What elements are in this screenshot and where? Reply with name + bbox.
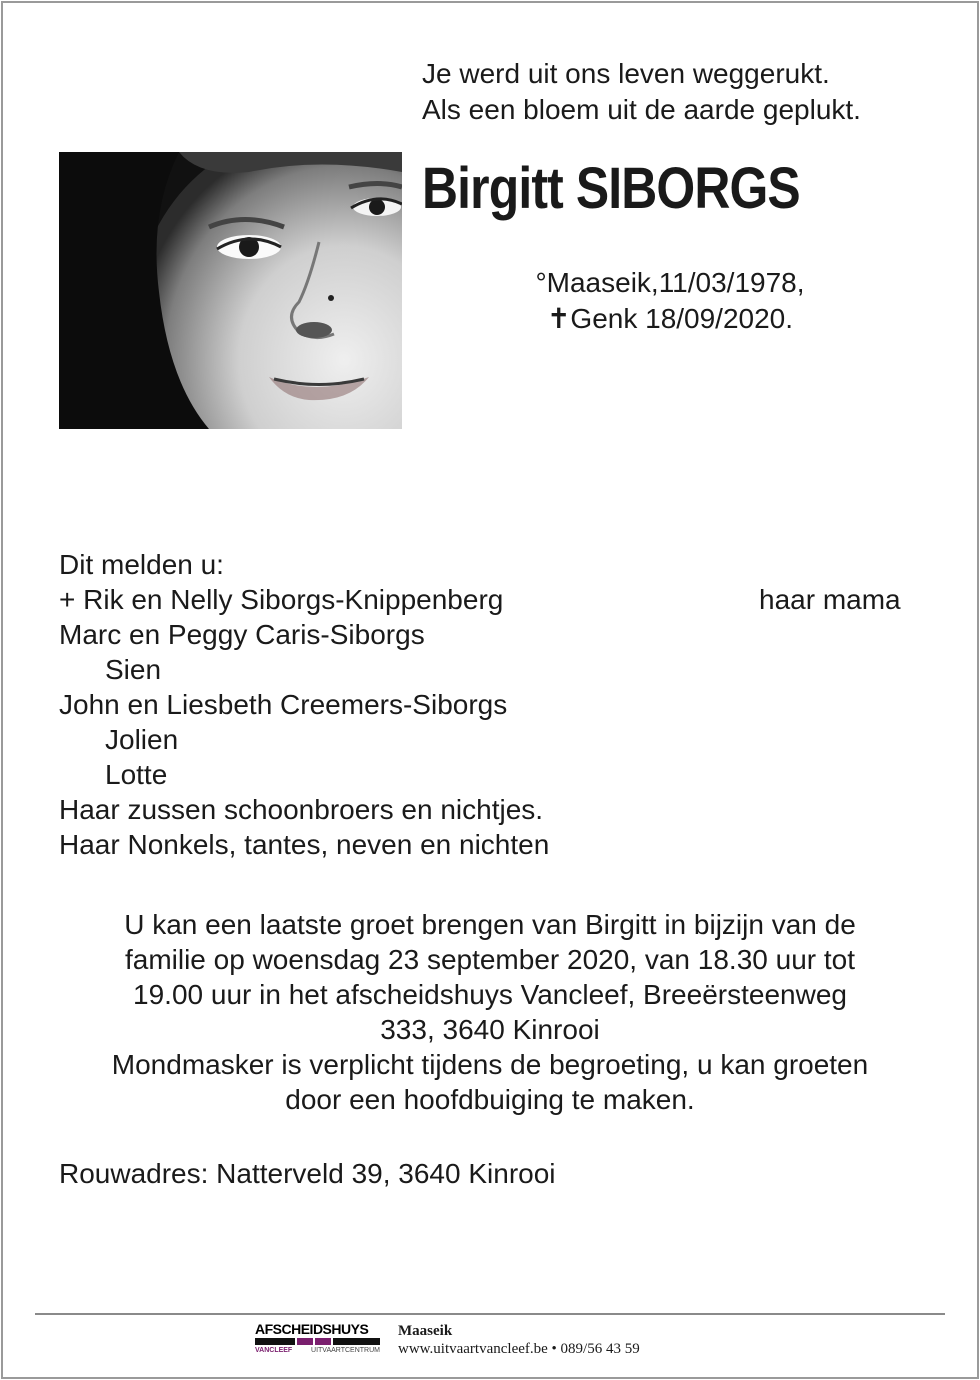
logo-brand-text: AFSCHEIDSHUYS <box>255 1321 369 1337</box>
mourning-address: Rouwadres: Natterveld 39, 3640 Kinrooi <box>59 1158 556 1189</box>
visitation-notice <box>59 907 921 1117</box>
footer-town: Maaseik <box>398 1323 453 1339</box>
visitation-line: 19.00 uur in het afscheidshuys Vancleef, Breeërsteenweg <box>133 979 847 1010</box>
memorial-verse <box>422 56 861 128</box>
family-member: Marc en Peggy Caris-Siborgs <box>59 619 425 650</box>
visitation-line: door een hoofdbuiging te maken. <box>285 1084 695 1115</box>
logo-subtext <box>255 1346 380 1355</box>
footer-contact <box>398 1322 640 1358</box>
visitation-line: U kan een laatste groet brengen van Birgitt in bijzijn van de <box>124 909 856 940</box>
family-intro: Dit melden u: <box>59 549 224 580</box>
logo-sub-vancleef: VANCLEEF <box>255 1347 293 1354</box>
family-member-relation: haar mama <box>759 584 901 615</box>
visitation-line: Mondmasker is verplicht tijdens de begroeting, u kan groeten <box>111 1049 869 1080</box>
logo-color-bars <box>255 1338 380 1345</box>
family-member-name: + Rik en Nelly Siborgs-Knippenberg <box>59 584 504 615</box>
portrait-photo <box>59 152 402 429</box>
family-announcement <box>59 547 929 862</box>
death-date: ✝Genk 18/09/2020. <box>546 303 794 334</box>
family-member: Haar zussen schoonbroers en nichtjes. <box>59 794 544 825</box>
portrait-illustration <box>59 152 402 429</box>
family-member <box>59 582 929 617</box>
life-dates <box>470 265 870 337</box>
logo-sub-uitvaartcentrum: UITVAARTCENTRUM <box>311 1347 380 1354</box>
deceased-name: Birgitt SIBORGS <box>422 156 800 221</box>
family-member: Lotte <box>105 759 168 790</box>
birth-date: °Maaseik,11/03/1978, <box>535 267 805 298</box>
visitation-line: 333, 3640 Kinrooi <box>380 1014 600 1045</box>
family-member: Sien <box>105 654 162 685</box>
family-member: Jolien <box>105 724 179 755</box>
footer-divider <box>35 1313 945 1315</box>
funeral-home-logo <box>255 1321 380 1359</box>
family-member: Haar Nonkels, tantes, neven en nichten <box>59 829 550 860</box>
family-member: John en Liesbeth Creemers-Siborgs <box>59 689 508 720</box>
verse-line-2: Als een bloem uit de aarde geplukt. <box>422 94 861 125</box>
footer-website-phone[interactable]: www.uitvaartvancleef.be • 089/56 43 59 <box>398 1341 640 1357</box>
verse-line-1: Je werd uit ons leven weggerukt. <box>422 58 830 89</box>
visitation-line: familie op woensdag 23 september 2020, van 18.30 uur tot <box>124 944 856 975</box>
